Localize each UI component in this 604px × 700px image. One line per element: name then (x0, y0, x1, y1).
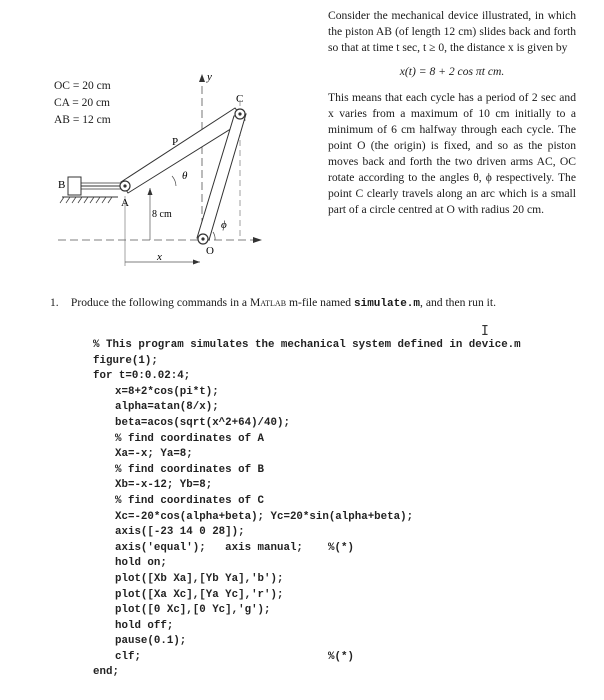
code-line-21-text: clf; (115, 650, 141, 663)
dim-8cm-arrow-up-icon (148, 188, 153, 195)
y-axis-arrow-icon (199, 74, 205, 82)
code-line: Xb=-x-12; Yb=8; (115, 479, 213, 492)
label-o: O (206, 245, 214, 257)
param-ca: CA = 20 cm (54, 97, 111, 109)
label-a: A (121, 197, 129, 209)
label-c: C (236, 93, 244, 105)
code-line: plot([0 Xc],[0 Yc],'g'); (115, 604, 271, 617)
phi-arc (213, 232, 215, 240)
code-line: figure(1); (93, 354, 158, 367)
text-cursor-icon: I (481, 324, 489, 339)
code-line: Xc=-20*cos(alpha+beta); Yc=20*sin(alpha+beta); (115, 510, 414, 523)
question-text-before: Produce the following commands in a (70, 296, 248, 309)
param-ab: AB = 12 cm (54, 114, 111, 126)
intro-paragraph: Consider the mechanical device illustrated, in which the piston AB (of length 12 cm) slides back and forth so that at time t sec, t ≥ 0, the distance x is given by (328, 9, 576, 54)
code-line-21 (93, 650, 573, 666)
code-line-14 (93, 541, 573, 557)
pivot-a-inner (123, 184, 126, 187)
x-axis-arrow-icon (253, 237, 262, 243)
code-line: x=8+2*cos(pi*t); (115, 385, 219, 398)
label-b: B (58, 179, 66, 191)
question-app-name: Matlab (249, 296, 287, 309)
problem-description (328, 8, 576, 218)
code-line: alpha=atan(8/x); (115, 401, 219, 414)
label-8cm: 8 cm (152, 209, 172, 220)
mechanism-diagram (0, 60, 320, 290)
code-line: hold on; (115, 557, 167, 570)
code-line: % This program simulates the mechanical system defined in device.m (93, 339, 521, 351)
code-line: % find coordinates of B (115, 463, 265, 476)
code-line: beta=acos(sqrt(x^2+64)/40); (115, 416, 290, 429)
code-line: for t=0:0.02:4; (93, 370, 191, 383)
code-line: Xa=-x; Ya=8; (115, 448, 193, 461)
question-text-after: , and then run it. (420, 296, 497, 309)
code-line-14-text: axis('equal'); axis manual; (115, 541, 303, 554)
code-line: pause(0.1); (115, 635, 187, 648)
explanation-paragraph: This means that each cycle has a period of 2 sec and x varies from a maximum of 10 cm initially to a minimum of 6 cm halfway through each cycle. The point O (the origin) is fixed, and so as the piston moves back and forth the two driven arms AC, OC rotate according to the angles θ, ϕ respectively. The point C clearly travels along an arc which is a small part of a circle centred at O with radius 20 cm. (328, 91, 576, 216)
code-line-14-comment: %(*) (328, 541, 354, 554)
question-text-mid: m-file named (288, 296, 352, 309)
code-line: axis([-23 14 0 28]); (115, 526, 245, 539)
label-x: x (157, 251, 162, 263)
code-line-21-comment: %(*) (328, 650, 354, 663)
theta-arc (172, 176, 176, 186)
code-line: % find coordinates of A (115, 432, 265, 445)
code-line: end; (93, 666, 119, 679)
piston-block-b (68, 177, 81, 195)
pivot-o-inner (201, 237, 204, 240)
position-equation: x(t) = 8 + 2 cos πt cm. (399, 65, 505, 78)
question-number: 1. (50, 296, 59, 309)
code-line: plot([Xa Xc],[Ya Yc],'r'); (115, 588, 284, 601)
code-line: plot([Xb Xa],[Yb Ya],'b'); (115, 572, 284, 585)
code-line: hold off; (115, 619, 174, 632)
label-y: y (207, 71, 212, 83)
ground-hatch (60, 197, 112, 203)
param-oc: OC = 20 cm (54, 80, 111, 92)
label-theta: θ (182, 170, 188, 182)
question-filename: simulate.m (354, 298, 421, 310)
label-p: P (172, 136, 179, 148)
matlab-code-listing (93, 338, 573, 681)
pivot-c-inner (238, 112, 241, 115)
question-1 (50, 295, 580, 312)
code-line: % find coordinates of C (115, 494, 265, 507)
label-phi: ϕ (221, 219, 227, 231)
dim-x-arrow-right-icon (193, 260, 200, 265)
